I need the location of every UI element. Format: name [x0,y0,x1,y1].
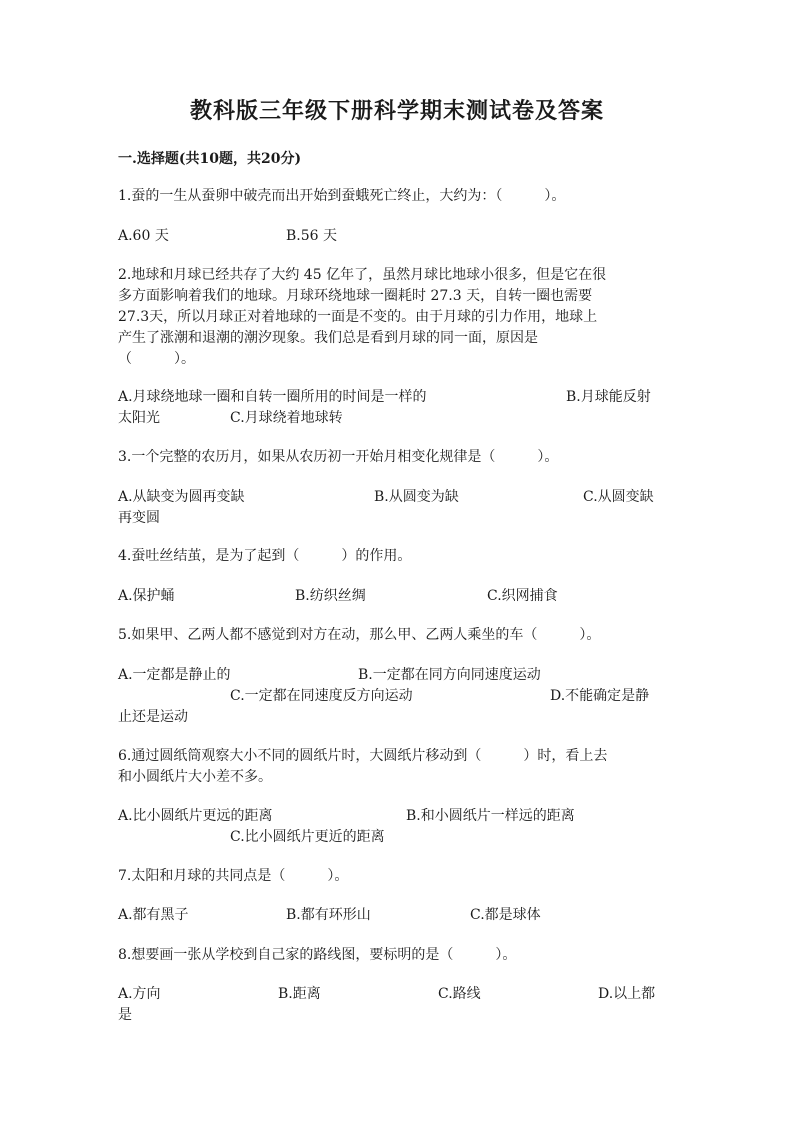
question-8-option-a: A.方向 [118,986,161,1002]
question-1-option-a: A.60 天 [118,228,169,244]
question-7-stem: 7.太阳和月球的共同点是（ ）。 [118,868,349,884]
question-7-option-a: A.都有黑子 [118,907,189,923]
question-8-stem: 8.想要画一张从学校到自己家的路线图，要标明的是（ ）。 [118,947,517,963]
section-heading: 一.选择题(共10题，共20分) [118,151,302,167]
question-1-option-b: B.56 天 [286,228,338,244]
question-6-stem-line-2: 和小圆纸片大小差不多。 [118,769,272,785]
question-8-option-c: C.路线 [438,986,481,1002]
question-3-option-c-cont: 再变圆 [118,510,160,526]
question-2-stem-line-5: （ ）。 [118,351,195,367]
question-7-option-c: C.都是球体 [470,907,541,923]
question-2-option-b-cont: 太阳光 [118,410,160,426]
question-7-option-b: B.都有环形山 [286,907,371,923]
question-6-option-b: B.和小圆纸片一样远的距离 [406,808,575,824]
question-1-stem: 1.蚕的一生从蚕卵中破壳而出开始到蚕蛾死亡终止，大约为：（ ）。 [118,188,566,204]
question-3-option-b: B.从圆变为缺 [374,489,459,505]
question-3-stem: 3.一个完整的农历月，如果从农历初一开始月相变化规律是（ ）。 [118,449,559,465]
question-2-stem-line-3: 27.3天，所以月球正对着地球的一面是不变的。由于月球的引力作用，地球上 [118,309,598,325]
question-4-option-a: A.保护蛹 [118,588,175,604]
question-2-option-b: B.月球能反射 [566,389,651,405]
question-5-option-b: B.一定都在同方向同速度运动 [358,667,541,683]
page-title: 教科版三年级下册科学期末测试卷及答案 [189,98,604,124]
question-8-option-d: D.以上都 [598,986,656,1002]
question-2-option-c: C.月球绕着地球转 [230,410,343,426]
question-5-option-d-cont: 止还是运动 [118,709,188,725]
question-4-option-c: C.织网捕食 [487,588,558,604]
question-6-option-a: A.比小圆纸片更远的距离 [118,808,273,824]
question-2-stem-line-2: 多方面影响着我们的地球。月球环绕地球一圈耗时 27.3 天，自转一圈也需要 [118,288,593,304]
question-4-option-b: B.纺织丝绸 [295,588,366,604]
question-6-stem-line-1: 6.通过圆纸筒观察大小不同的圆纸片时，大圆纸片移动到（ ）时，看上去 [118,748,608,764]
question-6-option-c: C.比小圆纸片更近的距离 [230,829,385,845]
question-4-stem: 4.蚕吐丝结茧，是为了起到（ ）的作用。 [118,548,412,564]
question-2-stem-line-1: 2.地球和月球已经共存了大约 45 亿年了，虽然月球比地球小很多，但是它在很 [118,267,607,283]
question-3-option-a: A.从缺变为圆再变缺 [118,489,245,505]
question-8-option-b: B.距离 [278,986,321,1002]
question-5-option-d: D.不能确定是静 [550,688,650,704]
question-5-option-c: C.一定都在同速度反方向运动 [230,688,413,704]
question-3-option-c: C.从圆变缺 [583,489,654,505]
question-8-option-d-cont: 是 [118,1007,132,1023]
question-5-stem: 5.如果甲、乙两人都不感觉到对方在动，那么甲、乙两人乘坐的车（ ）。 [118,627,601,643]
question-2-option-a: A.月球绕地球一圈和自转一圈所用的时间是一样的 [118,389,427,405]
question-5-option-a: A.一定都是静止的 [118,667,231,683]
question-2-stem-line-4: 产生了涨潮和退潮的潮汐现象。我们总是看到月球的同一面，原因是 [118,330,538,346]
